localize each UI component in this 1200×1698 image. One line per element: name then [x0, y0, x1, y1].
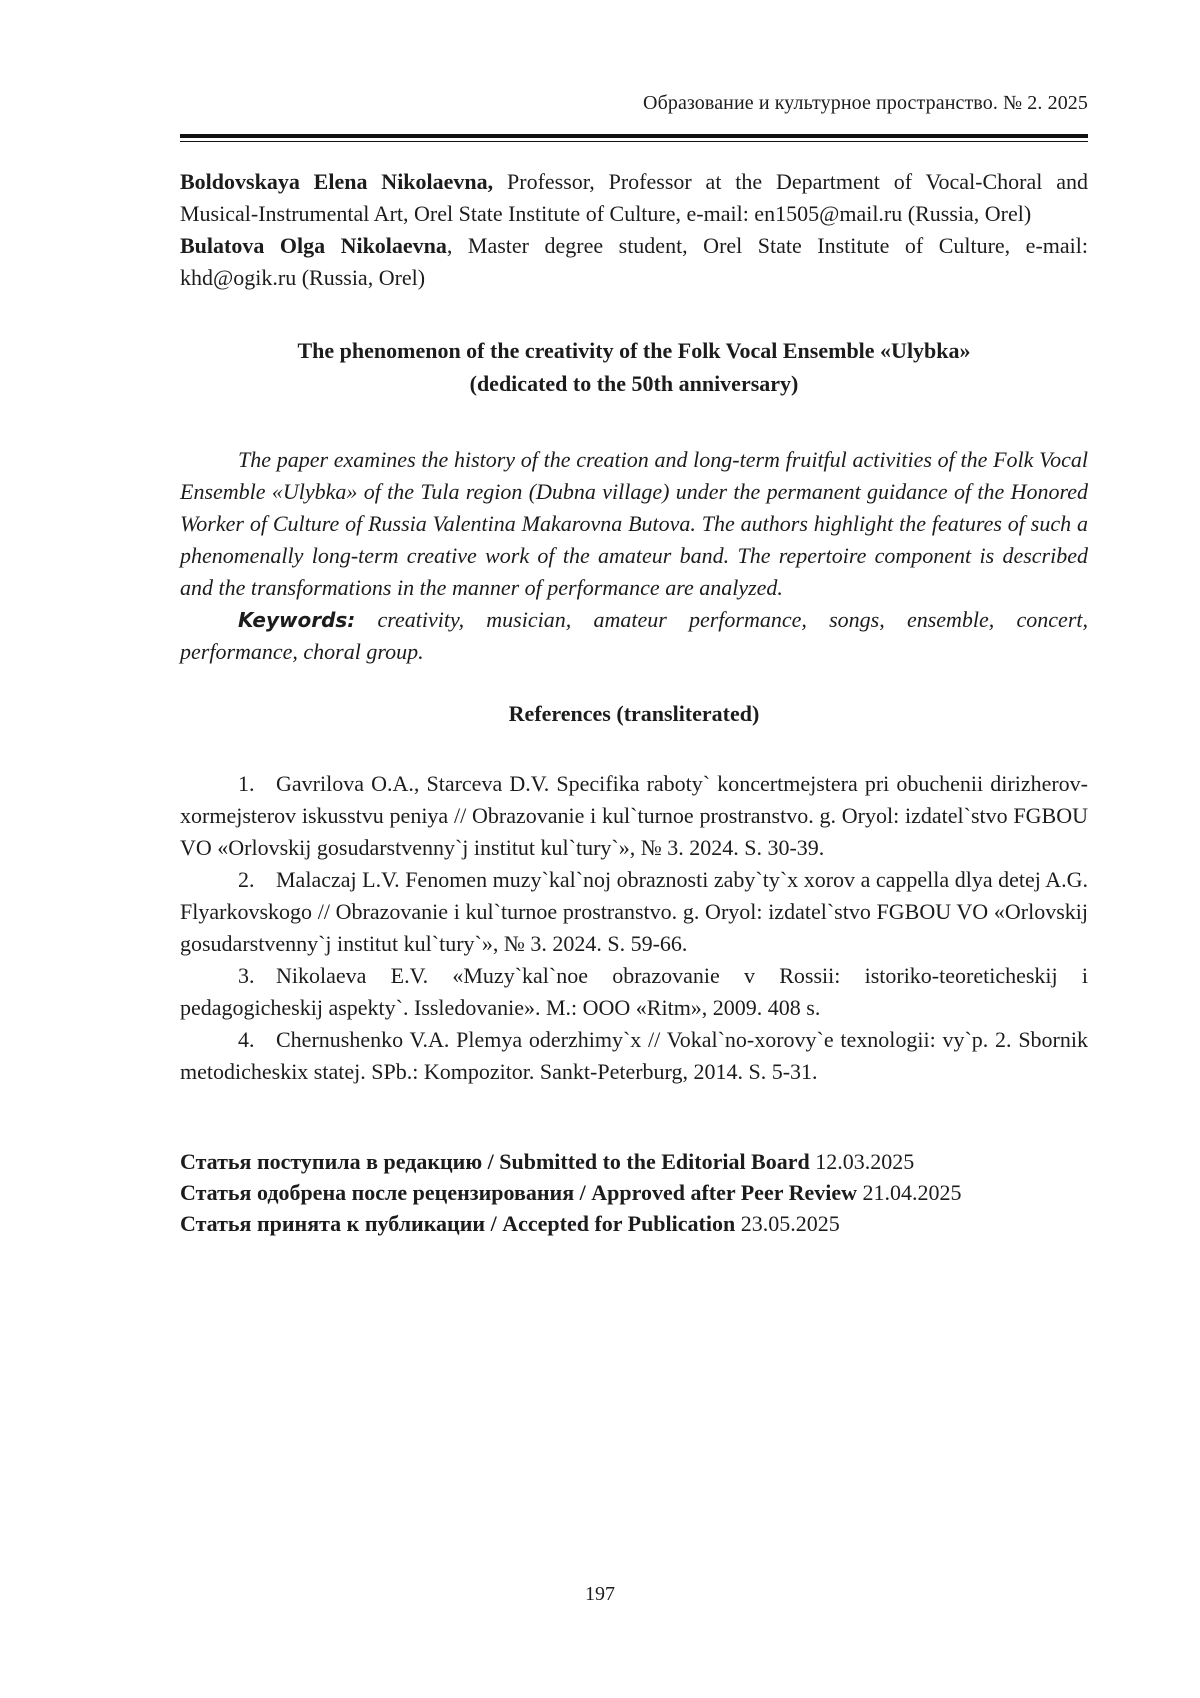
keywords-label: Keywords: [238, 608, 356, 632]
reference-item [180, 1024, 1088, 1088]
date-approved-label: Статья одобрена после рецензирования / Approved after Peer Review [180, 1180, 857, 1205]
author-2-details: , Master degree student, Orel State Institute of Culture, e-mail: khd@ogik.ru (Russia, Orel) [180, 233, 1088, 290]
article-body [180, 166, 1088, 1239]
running-header: Образование и культурное пространство. № 2. 2025 [643, 92, 1088, 114]
reference-item [180, 864, 1088, 960]
reference-text: Malaczaj L.V. Fenomen muzy`kal`noj obraznosti zaby`ty`x xorov a cappella dlya detej A.G. Flyarkovskogo // Obrazovanie i kul`turnoe prostranstvo. g. Oryol: izdatel`stvo FGBOU VO «Orlovskij gosudarstvenny`j institut kul`tury`», № 3. 2024. S. 59-66. [180, 867, 1088, 956]
date-accepted-label: Статья принята к публикации / Accepted for Publication [180, 1211, 736, 1236]
article-title-line-2: (dedicated to the 50th anniversary) [469, 371, 799, 396]
author-2-name: Bulatova Olga Nikolaevna [180, 233, 447, 258]
editorial-dates [180, 1146, 1088, 1239]
references-list [180, 768, 1088, 1088]
date-submitted-label: Статья поступила в редакцию / Submitted to the Editorial Board [180, 1149, 810, 1174]
reference-number: 1. [238, 771, 255, 796]
date-submitted-value: 12.03.2025 [809, 1149, 915, 1174]
reference-text: Chernushenko V.A. Plemya oderzhimy`x // Vokal`no-xorovy`e texnologii: vy`p. 2. Sbornik metodicheskix statej. SPb.: Kompozitor. Sankt-Peterburg, 2014. S. 5-31. [180, 1027, 1088, 1084]
reference-number: 4. [238, 1027, 255, 1052]
reference-text: Gavrilova O.A., Starceva D.V. Specifika raboty` koncertmejstera pri obuchenii dirizherov-xormejsterov iskusstvu peniya // Obrazovanie i kul`turnoe prostranstvo. g. Oryol: izdatel`stvo FGBOU VO «Orlovskij gosudarstvenny`j institut kul`tury`», № 3. 2024. S. 30-39. [180, 771, 1088, 860]
author-1-details: Professor, Professor at the Department of Vocal-Choral and Musical-Instrumental Art, Orel State Institute of Culture, e-mail: en1505@mail.ru (Russia, Orel) [180, 169, 1089, 226]
author-1 [180, 166, 1088, 230]
author-1-name: Boldovskaya Elena Nikolaevna, [180, 169, 494, 194]
references-heading: References (transliterated) [508, 701, 760, 726]
article-title [180, 334, 1088, 400]
abstract: The paper examines the history of the creation and long-term fruitful activities of the Folk Vocal Ensemble «Ulybka» of the Tula region (Dubna village) under the permanent guidance of the Honored Worker of Culture of Russia Valentina Makarovna Butova. The authors highlight the features of such a phenomenally long-term creative work of the amateur band. The repertoire component is described and the transformations in the manner of performance are analyzed. [180, 447, 1088, 600]
date-approved [180, 1177, 1088, 1208]
page-number: 197 [585, 1583, 615, 1605]
reference-item [180, 768, 1088, 864]
reference-number: 2. [238, 867, 255, 892]
header-double-rule [180, 134, 1088, 142]
date-submitted [180, 1146, 1088, 1177]
author-2 [180, 230, 1088, 294]
article-title-line-1: The phenomenon of the creativity of the Folk Vocal Ensemble «Ulybka» [297, 338, 971, 363]
reference-item [180, 960, 1088, 1024]
date-accepted-value: 23.05.2025 [735, 1211, 840, 1236]
date-accepted [180, 1208, 1088, 1239]
reference-text: Nikolaeva E.V. «Muzy`kal`noe obrazovanie v Rossii: istoriko-teoreticheskij i pedagogicheskij aspekty`. Issledovanie». M.: OOO «Ritm», 2009. 408 s. [180, 963, 1088, 1020]
date-approved-value: 21.04.2025 [857, 1180, 962, 1205]
keywords-text: creativity, musician, amateur performance, songs, ensemble, concert, performance, choral group. [180, 607, 1088, 664]
reference-number: 3. [238, 963, 255, 988]
keywords [180, 604, 1088, 668]
